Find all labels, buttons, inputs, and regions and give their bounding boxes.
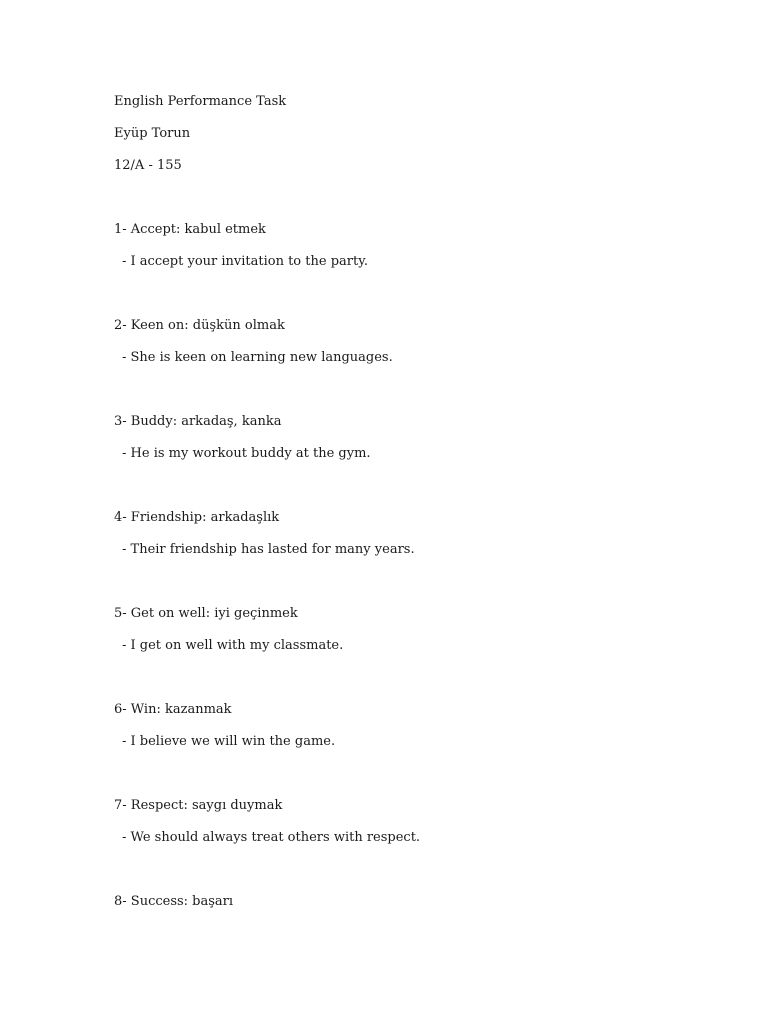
spacer: [114, 382, 714, 414]
document-title: English Performance Task: [114, 94, 287, 109]
spacer: [114, 766, 714, 798]
vocab-term-4: 4- Friendship: arkadaşlık: [114, 510, 280, 525]
vocab-term-3: 3- Buddy: arkadaş, kanka: [114, 414, 282, 429]
vocab-term-6: 6- Win: kazanmak: [114, 702, 232, 717]
spacer: [114, 478, 714, 510]
vocab-example-7: - We should always treat others with respect.: [122, 830, 421, 845]
vocab-term-5: 5- Get on well: iyi geçinmek: [114, 606, 298, 621]
vocab-example-5: - I get on well with my classmate.: [122, 638, 344, 653]
spacer: [114, 190, 714, 222]
vocab-example-6: - I believe we will win the game.: [122, 734, 336, 749]
vocab-term-1: 1- Accept: kabul etmek: [114, 222, 266, 237]
vocab-example-2: - She is keen on learning new languages.: [122, 350, 393, 365]
spacer: [114, 286, 714, 318]
vocab-example-3: - He is my workout buddy at the gym.: [122, 446, 371, 461]
vocab-term-8: 8- Success: başarı: [114, 894, 234, 909]
vocab-example-4: - Their friendship has lasted for many years.: [122, 542, 415, 557]
class-number: 12/A - 155: [114, 158, 182, 173]
vocab-term-2: 2- Keen on: düşkün olmak: [114, 318, 285, 333]
vocab-example-1: - I accept your invitation to the party.: [122, 254, 368, 269]
spacer: [114, 862, 714, 894]
student-name: Eyüp Torun: [114, 126, 191, 141]
spacer: [114, 574, 714, 606]
vocab-term-7: 7- Respect: saygı duymak: [114, 798, 283, 813]
document-body: [114, 94, 714, 926]
spacer: [114, 670, 714, 702]
